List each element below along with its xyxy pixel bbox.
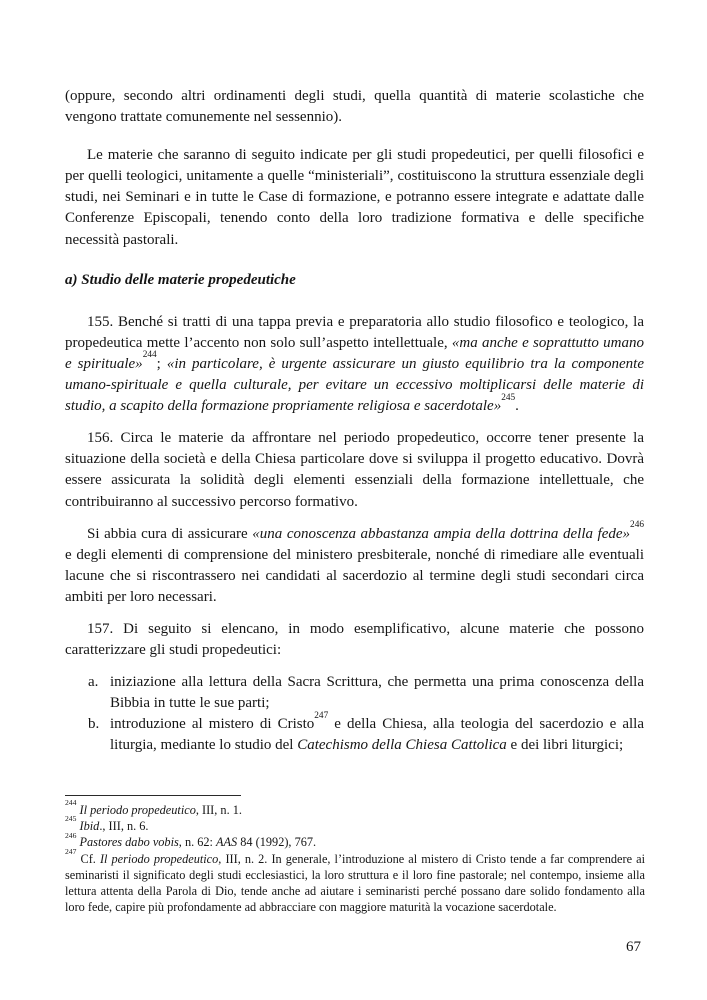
paragraph-text: ; bbox=[156, 355, 167, 372]
paragraph-intro-continuation bbox=[65, 86, 644, 128]
list-item-text-segment: e della Chiesa, alla teologia del sacerdozio e alla liturgia, mediante lo studio del bbox=[110, 716, 644, 754]
footnote-marker: 245 bbox=[65, 814, 77, 824]
footnote-245 bbox=[65, 814, 645, 834]
paragraph-text: . bbox=[515, 398, 519, 415]
list-item-text-segment: introduzione al mistero di Cristo bbox=[110, 716, 315, 733]
footnote-reference-247: 247 bbox=[314, 710, 329, 721]
footnote-source-italic: Ibid bbox=[79, 819, 100, 834]
paragraph-157 bbox=[65, 619, 644, 661]
footnote-marker: 247 bbox=[65, 846, 77, 856]
footnote-reference-244: 244 bbox=[142, 350, 157, 361]
footnote-244 bbox=[65, 798, 645, 818]
footnote-246 bbox=[65, 830, 645, 850]
paragraph-si-abbia bbox=[65, 520, 644, 608]
footnote-marker: 246 bbox=[65, 830, 77, 840]
paragraph-text: 156. Circa le materie da affrontare nel periodo propedeutico, occorre tener presente la situazione della società e della Chiesa particolare dove si sviluppa il progetto educativo. Dovrà essere assicurata la solidità degli elementi essenziali della formazione intellettuale, che contribuiranno al successivo percorso formativo. bbox=[65, 430, 644, 510]
list-item-text: iniziazione alla lettura della Sacra Scrittura, che permetta una prima conoscenza della Bibbia in tutte le sue parti; bbox=[110, 674, 644, 712]
footnote-text: 84 (1992), 767. bbox=[237, 835, 317, 850]
paragraph-155 bbox=[65, 312, 644, 417]
paragraph-text: 155. Benché si tratti di una tappa previa e preparatoria allo studio filosofico e teologico, la propedeutica mette l’accento non solo sull’aspetto intellettuale, bbox=[65, 313, 644, 351]
footnote-text: , III, n. 1. bbox=[195, 803, 242, 817]
footnote-247 bbox=[65, 846, 646, 916]
footnote-reference-245: 245 bbox=[501, 392, 516, 403]
list-marker: a. bbox=[88, 674, 99, 691]
paragraph-le-materie bbox=[65, 145, 644, 250]
quoted-italic-text: «ma anche e soprattutto umano e spirituale» bbox=[65, 334, 645, 372]
footnote-separator-rule bbox=[65, 795, 241, 796]
footnotes-section bbox=[65, 795, 645, 915]
footnote-text: ., III, n. 6. bbox=[99, 819, 149, 834]
paragraph-text: (oppure, secondo altri ordinamenti degli studi, quella quantità di materie scolastiche che vengono trattate comunemente nel sessennio). bbox=[65, 88, 644, 126]
footnote-reference-246: 246 bbox=[630, 520, 644, 531]
footnote-marker: 244 bbox=[65, 798, 77, 808]
footnote-text: , III, n. 2. In generale, l’introduzione al mistero di Cristo tende a far comprendere ai seminaristi il significato degli studi ecclesiastici, la loro struttura e il loro fine pastorale; nel contempo, insieme alla lettura attenta della Parola di Dio, tende anche ad aiutare i seminaristi perché possano dare solido fondamento alla loro fede, capire più profondamente ad abbracciare con maggiore maturità la vocazione sacerdotale. bbox=[65, 851, 646, 915]
list-item-a bbox=[88, 672, 644, 714]
paragraph-text: e degli elementi di comprensione del ministero presbiterale, nonché di rimediare alle eventuali lacune che si riscontrassero nei candidati al sacerdozio al termine degli studi secondari circa ambiti per loro necessari. bbox=[65, 546, 644, 605]
quoted-italic-text: «in particolare, è urgente assicurare un giusto equilibrio tra la componente umano-spirituale e quella culturale, per evitare un eccessivo moltiplicarsi delle materie di studio, a scapito della formazione propriamente religiosa e sacerdotale» bbox=[65, 355, 644, 415]
section-heading-a: a) Studio delle materie propedeutiche bbox=[65, 271, 296, 288]
list-marker: b. bbox=[88, 716, 100, 733]
list-item-text bbox=[110, 710, 644, 756]
footnote-text: Cf. bbox=[80, 851, 100, 866]
study-subjects-list bbox=[88, 672, 644, 756]
list-item-text-segment: e dei libri liturgici; bbox=[506, 737, 624, 754]
footnote-text: , n. 62: bbox=[178, 835, 217, 850]
footnote-journal-italic: AAS bbox=[216, 835, 238, 850]
quoted-italic-text: «una conoscenza abbastanza ampia della dottrina della fede» bbox=[252, 525, 631, 542]
footnote-source-italic: Il periodo propedeutico bbox=[99, 851, 219, 866]
main-text-column bbox=[65, 86, 644, 757]
footnote-source-italic: Il periodo propedeutico bbox=[79, 803, 196, 817]
page-number: 67 bbox=[626, 939, 641, 955]
paragraph-text: Le materie che saranno di seguito indicate per gli studi propedeutici, per quelli filosofici e per quelli teologici, unitamente a quelle “ministeriali”, costituiscono la struttura essenziale degli studi, nei Seminari e in tutte le Case di formazione, e potranno essere integrate e adattate dalle Conferenze Episcopali, tenendo conto della loro tradizione formativa e delle specifiche necessità pastorali. bbox=[65, 147, 644, 248]
paragraph-156 bbox=[65, 428, 644, 512]
paragraph-text: Si abbia cura di assicurare bbox=[87, 525, 253, 542]
footnote-source-italic: Pastores dabo vobis bbox=[79, 835, 179, 850]
paragraph-text: 157. Di seguito si elencano, in modo esemplificativo, alcune materie che possono caratterizzare gli studi propedeutici: bbox=[65, 620, 644, 659]
list-item-b bbox=[88, 710, 644, 756]
book-title-italic: Catechismo della Chiesa Cattolica bbox=[297, 737, 507, 754]
